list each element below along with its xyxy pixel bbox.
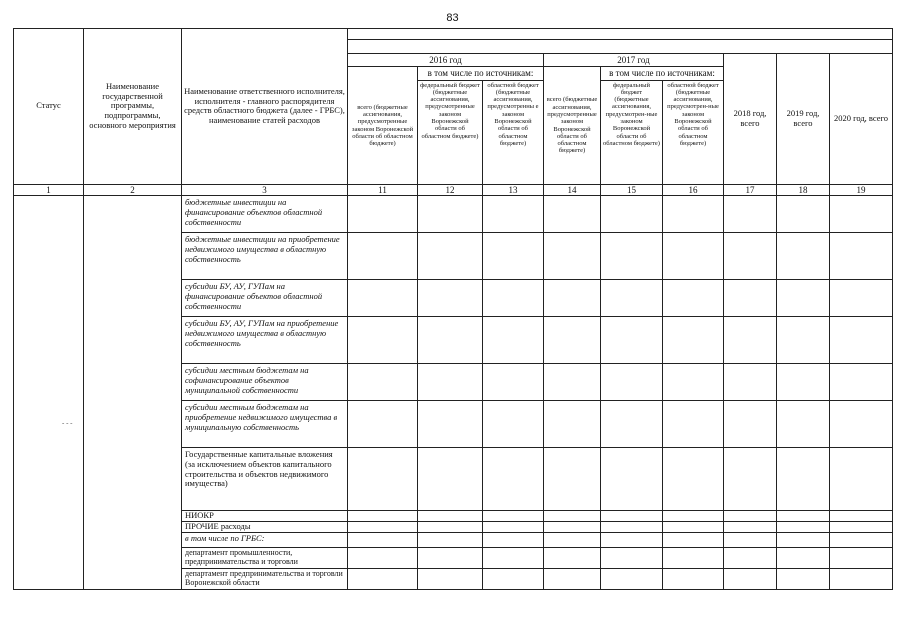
value-cell: [348, 448, 418, 511]
value-cell: [724, 233, 777, 280]
value-cell: [348, 548, 418, 569]
value-cell: [483, 233, 544, 280]
value-cell: [601, 317, 663, 364]
header-executor: Наименование ответственного исполнителя, исполнителя - главного распорядителя средств областного бюджета (далее - ГРБС), наименование статей расходов: [182, 29, 348, 185]
value-cell: [777, 401, 830, 448]
status-cell: [14, 196, 84, 590]
value-cell: [663, 448, 724, 511]
value-cell: [663, 401, 724, 448]
value-cell: [663, 317, 724, 364]
colnum-3: 3: [182, 184, 348, 195]
program-cell: [84, 196, 182, 590]
value-cell: [483, 401, 544, 448]
value-cell: [830, 401, 893, 448]
value-cell: [418, 448, 483, 511]
value-cell: [724, 364, 777, 401]
value-cell: [601, 196, 663, 233]
value-cell: [544, 548, 601, 569]
value-cell: [544, 233, 601, 280]
value-cell: [544, 401, 601, 448]
value-cell: [544, 364, 601, 401]
value-cell: [418, 533, 483, 548]
value-cell: [348, 522, 418, 533]
header-2018: 2018 год, всего: [724, 54, 777, 185]
value-cell: [830, 280, 893, 317]
header-year-2016: 2016 год: [348, 54, 544, 67]
value-cell: [830, 533, 893, 548]
row-label: департамент предпринимательства и торговли Воронежской области: [182, 569, 348, 590]
colnum-14: 14: [544, 184, 601, 195]
header-2019: 2019 год, всего: [777, 54, 830, 185]
value-cell: [830, 522, 893, 533]
value-cell: [601, 401, 663, 448]
colnum-15: 15: [601, 184, 663, 195]
value-cell: [601, 522, 663, 533]
value-cell: [777, 280, 830, 317]
header-total-2017: всего (бюджетные ассигнования, предусмотренные законом Воронежской области об областном бюджете): [544, 67, 601, 184]
value-cell: [830, 548, 893, 569]
colnum-12: 12: [418, 184, 483, 195]
value-cell: [348, 364, 418, 401]
value-cell: [830, 233, 893, 280]
value-cell: [663, 196, 724, 233]
value-cell: [348, 196, 418, 233]
value-cell: [418, 280, 483, 317]
value-cell: [544, 522, 601, 533]
row-label: Государственные капитальные вложения (за исключением объектов капитального строительства и объектов недвижимого имущества): [182, 448, 348, 511]
value-cell: [777, 569, 830, 590]
value-cell: [830, 317, 893, 364]
value-cell: [777, 317, 830, 364]
value-cell: [663, 548, 724, 569]
value-cell: [724, 548, 777, 569]
value-cell: [418, 522, 483, 533]
value-cell: [601, 364, 663, 401]
value-cell: [601, 569, 663, 590]
value-cell: [483, 280, 544, 317]
status-cell-mark: - - -: [62, 419, 73, 427]
header-program: Наименование государственной программы, подпрограммы, основного мероприятия: [84, 29, 182, 185]
row-label: бюджетные инвестиции на финансирование объектов областной собственности: [182, 196, 348, 233]
value-cell: [544, 196, 601, 233]
value-cell: [777, 196, 830, 233]
value-cell: [724, 522, 777, 533]
value-cell: [777, 533, 830, 548]
value-cell: [777, 448, 830, 511]
column-number-row: [14, 184, 893, 195]
value-cell: [418, 233, 483, 280]
header-2020: 2020 год, всего: [830, 54, 893, 185]
value-cell: [418, 364, 483, 401]
value-cell: [418, 511, 483, 522]
colnum-19: 19: [830, 184, 893, 195]
value-cell: [830, 569, 893, 590]
value-cell: [830, 364, 893, 401]
row-label: субсидии местным бюджетам на софинансирование объектов муниципальной собственности: [182, 364, 348, 401]
header-sources-2016: в том числе по источникам:: [418, 67, 544, 80]
header-status: Статус: [14, 29, 84, 185]
header-total-2016: всего (бюджетные ассигнования, предусмотренные законом Воронежской области об областном бюджете): [348, 67, 418, 184]
value-cell: [724, 280, 777, 317]
value-cell: [483, 569, 544, 590]
value-cell: [483, 317, 544, 364]
colnum-17: 17: [724, 184, 777, 195]
value-cell: [663, 280, 724, 317]
header-regional-2016: областной бюджет (бюджетные ассигнования, предусмотренны е законом Воронежской области об областном бюджете): [483, 80, 544, 184]
value-cell: [601, 511, 663, 522]
row-label: субсидии БУ, АУ, ГУПам на финансирование объектов областной собственности: [182, 280, 348, 317]
header-year-2017: 2017 год: [544, 54, 724, 67]
row-label: субсидии БУ, АУ, ГУПам на приобретение недвижимого имущества в областную собственность: [182, 317, 348, 364]
colnum-11: 11: [348, 184, 418, 195]
colnum-1: 1: [14, 184, 84, 195]
row-label: ПРОЧИЕ расходы: [182, 522, 348, 533]
header-spacer-1: [348, 29, 893, 40]
value-cell: [544, 569, 601, 590]
row-label: в том числе по ГРБС:: [182, 533, 348, 548]
value-cell: [777, 233, 830, 280]
header-sources-2017: в том числе по источникам:: [601, 67, 724, 80]
value-cell: [418, 196, 483, 233]
colnum-2: 2: [84, 184, 182, 195]
value-cell: [777, 511, 830, 522]
header-regional-2017: областной бюджет (бюджетные ассигнования, предусмотрен-ные законом Воронежской области об областном бюджете): [663, 80, 724, 184]
value-cell: [830, 511, 893, 522]
value-cell: [724, 401, 777, 448]
value-cell: [663, 522, 724, 533]
value-cell: [724, 511, 777, 522]
value-cell: [724, 196, 777, 233]
page-number: 83: [446, 12, 459, 24]
row-label: субсидии местным бюджетам на приобретение недвижимого имущества в муниципальную собственность: [182, 401, 348, 448]
value-cell: [777, 548, 830, 569]
value-cell: [348, 401, 418, 448]
value-cell: [348, 511, 418, 522]
value-cell: [544, 448, 601, 511]
colnum-16: 16: [663, 184, 724, 195]
header-federal-2016: федеральный бюджет (бюджетные ассигнования, предусмотренные законом Воронежской области об областном бюджете): [418, 80, 483, 184]
value-cell: [601, 548, 663, 569]
value-cell: [348, 569, 418, 590]
value-cell: [348, 533, 418, 548]
value-cell: [544, 533, 601, 548]
value-cell: [663, 233, 724, 280]
header-spacer-2: [348, 40, 893, 54]
value-cell: [544, 511, 601, 522]
value-cell: [830, 448, 893, 511]
value-cell: [348, 233, 418, 280]
value-cell: [418, 548, 483, 569]
value-cell: [483, 533, 544, 548]
value-cell: [663, 533, 724, 548]
value-cell: [544, 280, 601, 317]
value-cell: [348, 317, 418, 364]
value-cell: [483, 196, 544, 233]
table-row: [14, 196, 893, 233]
value-cell: [663, 511, 724, 522]
value-cell: [663, 569, 724, 590]
row-label: бюджетные инвестиции на приобретение недвижимого имущества в областную собственность: [182, 233, 348, 280]
value-cell: [601, 233, 663, 280]
header-federal-2017: федеральный бюджет (бюджетные ассигнования, предусмотрен-ные законом Воронежской области об областном бюджете): [601, 80, 663, 184]
value-cell: [483, 548, 544, 569]
budget-table: [13, 28, 893, 590]
colnum-18: 18: [777, 184, 830, 195]
value-cell: [483, 364, 544, 401]
value-cell: [483, 522, 544, 533]
value-cell: [724, 317, 777, 364]
value-cell: [348, 280, 418, 317]
value-cell: [724, 448, 777, 511]
row-label: НИОКР: [182, 511, 348, 522]
value-cell: [544, 317, 601, 364]
value-cell: [663, 364, 724, 401]
value-cell: [418, 401, 483, 448]
value-cell: [724, 533, 777, 548]
value-cell: [418, 317, 483, 364]
value-cell: [830, 196, 893, 233]
row-label: департамент промышленности, предпринимательства и торговли: [182, 548, 348, 569]
budget-table-frame: [13, 28, 893, 590]
value-cell: [724, 569, 777, 590]
value-cell: [601, 448, 663, 511]
colnum-13: 13: [483, 184, 544, 195]
value-cell: [418, 569, 483, 590]
value-cell: [601, 280, 663, 317]
value-cell: [777, 364, 830, 401]
value-cell: [483, 511, 544, 522]
value-cell: [777, 522, 830, 533]
value-cell: [601, 533, 663, 548]
value-cell: [483, 448, 544, 511]
